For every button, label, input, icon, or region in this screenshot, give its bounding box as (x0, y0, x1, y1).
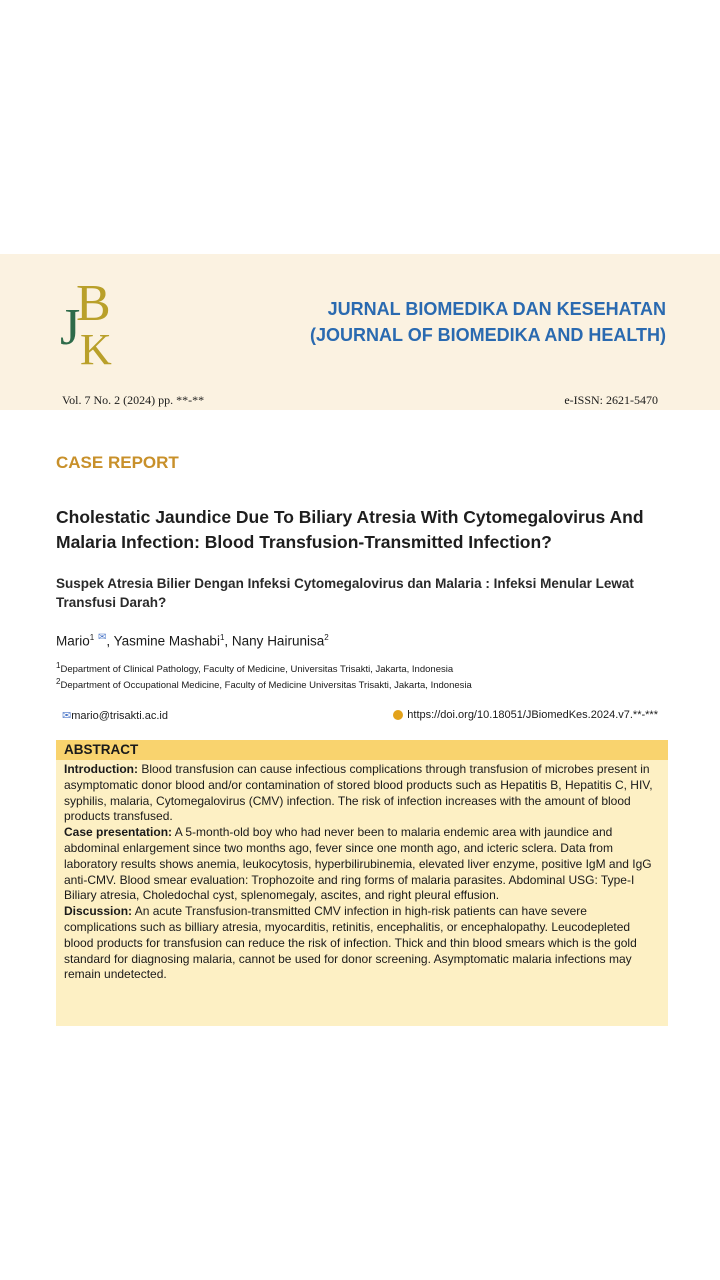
logo-letter-k: K (80, 325, 112, 368)
journal-logo (58, 272, 118, 368)
journal-title (310, 296, 666, 348)
mail-icon: ✉ (62, 710, 72, 722)
abstract-case-presentation: Case presentation: A 5-month-old boy who had never been to malaria endemic area with jaundice and abdominal enlargement since two months ago, fever since one month ago, and icteric sclera. Data from laboratory results shows anemia, leukocytosis, hyperbilirubinemia, elevated liver enzyme, positive IgM and IgG anti-CMV. Blood smear evaluation: Trophozoite and ring forms of malaria parasites. Abdominal USG: Type-I Biliary atresia, Choledochal cyst, splenomegaly, ascites, and right pleural effusion. (64, 825, 652, 903)
article-type: CASE REPORT (56, 453, 179, 472)
affiliation: $^2$Department of Occupational Medicine, Faculty of Medicine Universitas Trisakti, Jakarta, Indonesia (56, 677, 472, 692)
volume-info: Vol. 7 No. 2 (2024) pp. **-** (62, 393, 205, 407)
author-name: Mario (56, 633, 90, 649)
email-link[interactable]: mario@trisakti.ac.id (71, 710, 168, 722)
logo-letter-b: B (76, 275, 111, 332)
doi-link[interactable] (393, 709, 658, 721)
corresponding-email[interactable] (62, 709, 168, 722)
author-name: Yasmine Mashabi (113, 633, 220, 649)
abstract-body (56, 760, 668, 983)
mail-icon[interactable]: ✉ (97, 632, 107, 643)
doi-url[interactable]: https://doi.org/10.18051/JBiomedKes.2024.v7.**-*** (407, 709, 658, 721)
doi-icon (393, 710, 403, 720)
author-list: Mario$^1$ ✉, Yasmine Mashabi$^1$, Nany Hairunisa$^2$ (56, 632, 329, 649)
article-subtitle: Suspek Atresia Bilier Dengan Infeksi Cytomegalovirus dan Malaria : Infeksi Menular Lewat Transfusi Darah? (56, 576, 634, 610)
logo-letter-j: J (60, 299, 81, 356)
abstract-heading: ABSTRACT (56, 740, 668, 760)
abstract-discussion: Discussion: An acute Transfusion-transmitted CMV infection in high-risk patients can have severe complications such as billiary atresia, myocarditis, retinitis, encephalitis, or encephalopathy. Leucodepleted blood products for transfusion can reduce the risk of infection. Thick and thin blood smears which is the gold standard for diagnosing malaria, cannot be used for donor screening. Asymptomatic malaria infections may remain undetected. (64, 904, 637, 982)
article-title: Cholestatic Jaundice Due To Biliary Atresia With Cytomegalovirus And Malaria Infection: Blood Transfusion-Transmitted Infection? (56, 507, 644, 552)
abstract-box (56, 740, 668, 1026)
eissn: e-ISSN: 2621-5470 (564, 393, 658, 407)
affiliation: $^1$Department of Clinical Pathology, Faculty of Medicine, Universitas Trisakti, Jakarta, Indonesia (56, 661, 454, 676)
journal-title-line1: JURNAL BIOMEDIKA DAN KESEHATAN (327, 299, 666, 319)
journal-title-line2: (JOURNAL OF BIOMEDIKA AND HEALTH) (310, 325, 666, 345)
abstract-introduction: Introduction: Blood transfusion can cause infectious complications through transfusion of microbes present in asymptomatic donor blood and/or contamination of stored blood products such as Hepatitis B, Hepatitis C, HIV, syphilis, malaria, Cytomegalovirus (CMV) infection. The risk of infection increases with the amount of blood products transfused. (64, 762, 653, 824)
author-name: Nany Hairunisa (231, 633, 325, 649)
